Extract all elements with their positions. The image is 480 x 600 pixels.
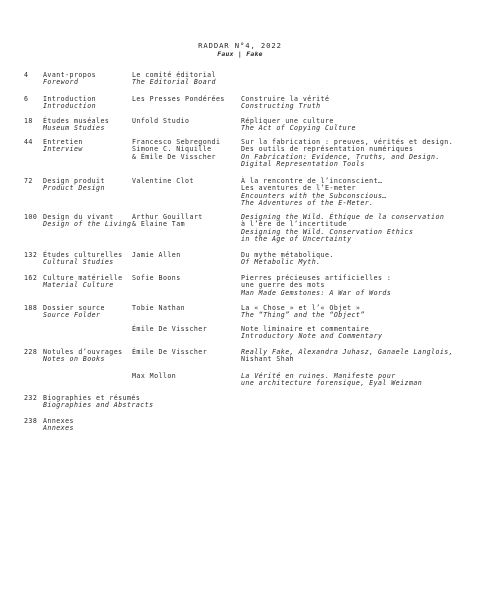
section-title-en: Product Design xyxy=(43,184,105,193)
toc-page-number xyxy=(24,305,37,312)
article-title: Répliquer une culture xyxy=(241,117,334,125)
toc-articles xyxy=(241,118,356,133)
toc-articles xyxy=(241,275,391,297)
toc-authors xyxy=(132,373,176,380)
section-title-en: Annexes xyxy=(43,424,74,433)
section-title: Introduction xyxy=(43,95,97,103)
article-title: une guerre des mots xyxy=(241,281,325,290)
section-title: Culture matérielle xyxy=(43,274,123,282)
toc-articles xyxy=(241,96,329,111)
article-title: The Adventures of the E-Meter. xyxy=(241,199,374,208)
article-title: à l’ère de l’incertitude xyxy=(241,220,348,229)
toc-section xyxy=(43,305,105,320)
toc-articles xyxy=(241,214,444,244)
toc-section xyxy=(43,214,131,229)
article-title: Les aventures de l’E-meter xyxy=(241,184,356,193)
page-number: 100 xyxy=(24,213,38,221)
article-title: Du mythe métabolique. xyxy=(241,251,334,259)
page-header xyxy=(0,41,480,59)
page-number: 18 xyxy=(24,117,33,125)
toc-section xyxy=(43,418,74,433)
page-number: 6 xyxy=(24,95,29,103)
author-name: Jamie Allen xyxy=(132,251,181,259)
article-title: une architecture forensique, Eyal Weizman xyxy=(241,379,423,388)
section-title: Design produit xyxy=(43,177,105,185)
section-title-en: Foreword xyxy=(43,78,79,87)
author-name: The Editorial Board xyxy=(132,78,216,87)
page-number: 72 xyxy=(24,177,33,185)
section-title-en: Design of the Living xyxy=(43,220,132,229)
article-title: Constructing Truth xyxy=(241,102,321,111)
section-title-en: Museum Studies xyxy=(43,124,105,133)
toc-authors xyxy=(132,178,194,185)
article-title: Of Metabolic Myth. xyxy=(241,258,321,267)
toc-articles xyxy=(241,349,453,364)
toc-section xyxy=(43,72,96,87)
author-name: & Elaine Tam xyxy=(132,220,186,229)
toc-page-number xyxy=(24,395,37,402)
author-name: Tobie Nathan xyxy=(132,304,186,312)
toc-articles xyxy=(241,326,382,341)
toc-page-number xyxy=(24,178,33,185)
toc-authors xyxy=(132,118,189,125)
page-number: 188 xyxy=(24,304,38,312)
author-name: Sofie Boons xyxy=(132,274,181,282)
author-name: Les Presses Pondérées xyxy=(132,95,225,103)
section-title-en: Cultural Studies xyxy=(43,258,114,267)
toc-authors xyxy=(132,214,203,229)
toc-section xyxy=(43,96,96,111)
author-name: Simone C. Niquille xyxy=(132,145,212,154)
author-name: Émile De Visscher xyxy=(132,348,208,356)
author-name: Le comité éditorial xyxy=(132,71,216,79)
section-title: Biographies et résumés xyxy=(43,394,141,402)
article-title: in the Age of Uncertainty xyxy=(241,235,352,244)
author-name: & Émile De Visscher xyxy=(132,152,216,161)
toc-page-number xyxy=(24,139,33,146)
article-title: Digital Representation Tools xyxy=(241,160,365,169)
section-title: Études muséales xyxy=(43,117,110,125)
article-title: Sur la fabrication : preuves, vérités et design. xyxy=(241,138,454,146)
toc-page-number xyxy=(24,214,37,221)
toc-page-number xyxy=(24,418,37,425)
toc-articles xyxy=(241,139,453,169)
toc-page-number xyxy=(24,96,28,103)
article-title: The Act of Copying Culture xyxy=(241,124,356,133)
page-number: 162 xyxy=(24,274,38,282)
toc-page-number xyxy=(24,252,37,259)
author-name: Max Mollon xyxy=(132,372,177,380)
section-title-en: Notes on Books xyxy=(43,355,105,364)
author-name: Émile De Visscher xyxy=(132,325,208,333)
article-title: Introductory Note and Commentary xyxy=(241,332,383,341)
section-title: Annexes xyxy=(43,417,74,425)
journal-title: RADDAR N°4, 2022 xyxy=(198,41,282,50)
toc-page-number xyxy=(24,72,28,79)
article-title: Des outils de représentation numériques xyxy=(241,145,414,154)
article-title: Designing the Wild. Conservation Ethics xyxy=(241,227,414,236)
toc-authors xyxy=(132,72,216,87)
article-title: Man Made Gemstones: A War of Words xyxy=(241,288,392,297)
article-title: On Fabrication: Evidence, Truths, and Design. xyxy=(241,152,440,161)
toc-page-number xyxy=(24,275,37,282)
toc-section xyxy=(43,252,123,267)
toc-page-number xyxy=(24,349,37,356)
toc-page-number xyxy=(24,118,33,125)
section-title-en: Source Folder xyxy=(43,311,101,320)
section-title: Avant-propos xyxy=(43,71,97,79)
toc-section xyxy=(43,118,109,133)
author-name: Valentine Clot xyxy=(132,177,194,185)
toc-authors xyxy=(132,252,181,259)
article-title: La Vérité en ruines. Manifeste pour xyxy=(241,372,396,380)
section-title: Études culturelles xyxy=(43,251,123,259)
author-name: Unfold Studio xyxy=(132,117,190,125)
toc-authors xyxy=(132,326,207,333)
page-number: 232 xyxy=(24,394,38,402)
article-title: Really Fake, Alexandra Juhasz, Ganaele Langlois, xyxy=(241,348,454,356)
section-title: Design du vivant xyxy=(43,213,114,221)
section-title: Dossier source xyxy=(43,304,105,312)
toc-authors xyxy=(132,305,185,312)
section-title: Notules d’ouvrages xyxy=(43,348,123,356)
author-name: Arthur Gouillart xyxy=(132,213,203,221)
author-name: Francesco Sebregondi xyxy=(132,138,221,146)
toc-section xyxy=(43,349,123,364)
section-title: Entretien xyxy=(43,138,83,146)
article-title: À la rencontre de l’inconscient… xyxy=(241,177,383,185)
section-title-en: Material Culture xyxy=(43,281,114,290)
section-title-en: Interview xyxy=(43,145,83,154)
toc-articles xyxy=(241,305,365,320)
issue-subtitle: Faux | Fake xyxy=(217,50,263,58)
toc-section xyxy=(43,178,105,193)
page-number: 4 xyxy=(24,71,29,79)
page-number: 228 xyxy=(24,348,38,356)
toc-authors xyxy=(132,349,207,356)
page-number: 132 xyxy=(24,251,38,259)
page-number: 44 xyxy=(24,138,33,146)
toc-section xyxy=(43,139,83,154)
article-title: Nishant Shah xyxy=(241,355,295,364)
section-title-en: Biographies and Abstracts xyxy=(43,401,154,410)
article-title: Construire la vérité xyxy=(241,95,330,103)
toc-section xyxy=(43,275,123,290)
article-title: Pierres précieuses artificielles : xyxy=(241,274,392,282)
article-title: The “Thing” and the “Object” xyxy=(241,311,365,320)
page-number: 238 xyxy=(24,417,38,425)
toc-authors xyxy=(132,96,225,103)
section-title-en: Introduction xyxy=(43,102,97,111)
toc-articles xyxy=(241,178,387,208)
toc-section xyxy=(43,395,154,410)
article-title: Designing the Wild. Éthique de la conservation xyxy=(241,213,445,221)
article-title: Note liminaire et commentaire xyxy=(241,325,370,333)
toc-articles xyxy=(241,252,334,267)
toc-authors xyxy=(132,139,220,161)
toc-articles xyxy=(241,373,422,388)
article-title: Encounters with the Subconscious… xyxy=(241,191,387,200)
article-title: La « Chose » et l’« Objet » xyxy=(241,304,361,312)
toc-authors xyxy=(132,275,181,282)
